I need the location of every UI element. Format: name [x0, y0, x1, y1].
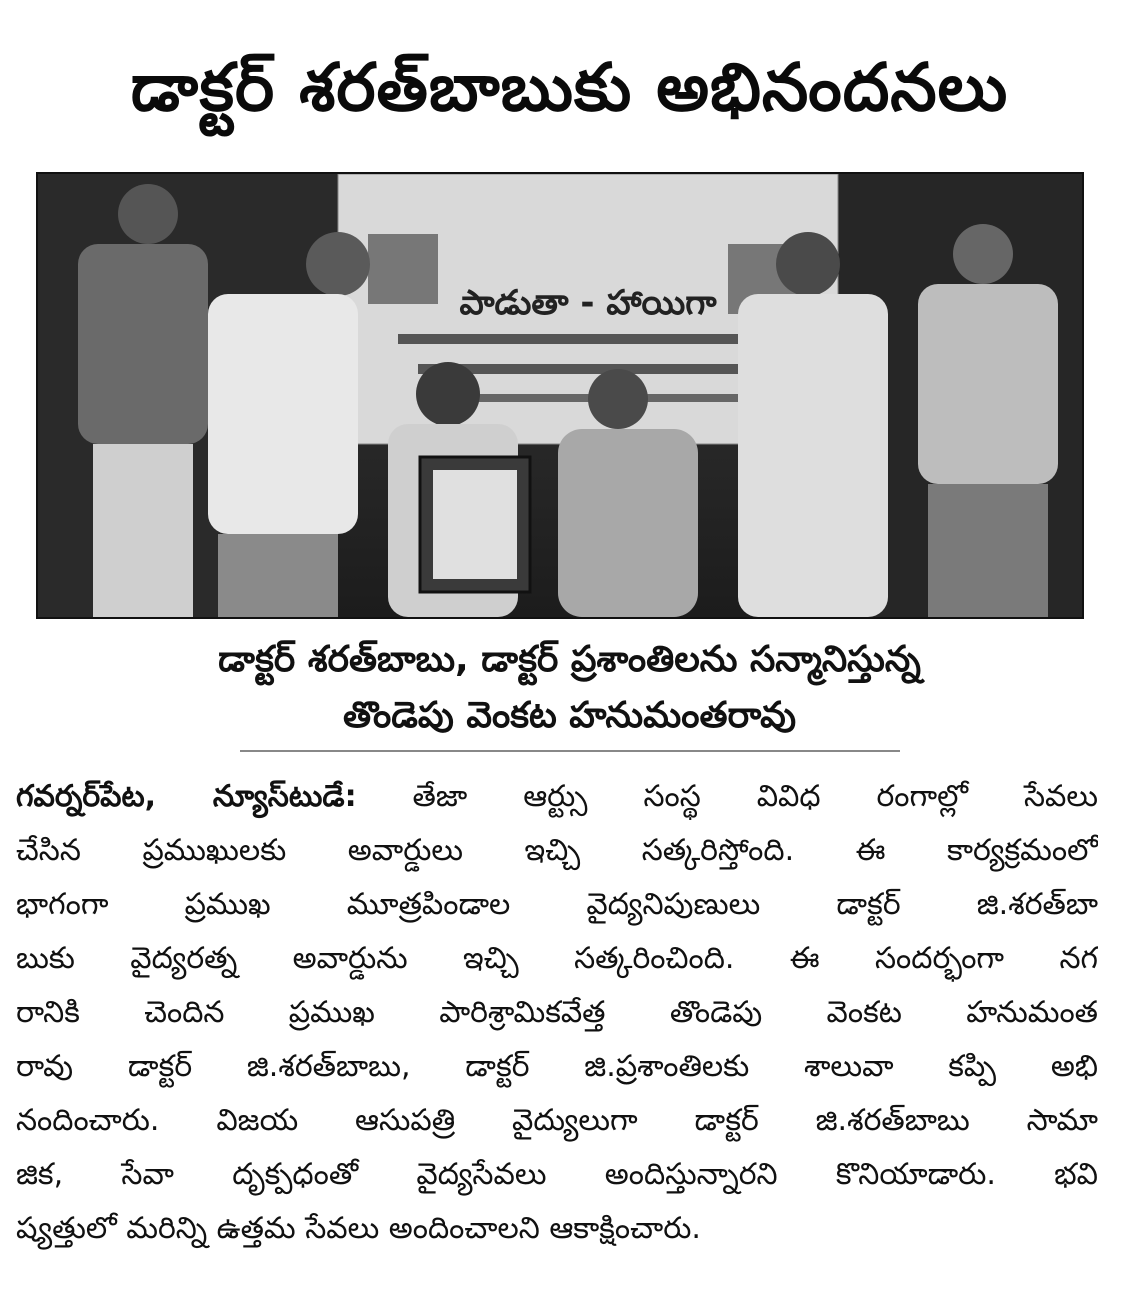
event-photo-illustration [38, 174, 1082, 617]
article-line-1 [16, 770, 1098, 824]
article-line: జిక, సేవా దృక్పధంతో వైద్యసేవలు అందిస్తున్నారని కొనియాడారు. భవి [16, 1157, 1098, 1192]
divider [240, 750, 900, 752]
photo-caption-line-1: డాక్టర్ శరత్‌బాబు, డాక్టర్ ప్రశాంతిలను సన్మానిస్తున్న [218, 639, 921, 680]
person-left [78, 184, 208, 617]
article-line: భాగంగా ప్రముఖ మూత్రపిండాల వైద్యనిపుణులు డాక్టర్ జి.శరత్‌బా [16, 887, 1098, 922]
article-line: రానికి చెందిన ప్రముఖ పారిశ్రామికవేత్త తొండెపు వెంకట హనుమంత [16, 995, 1098, 1030]
article-line: ష్యత్తులో మరిన్ని ఉత్తమ సేవలు అందించాలని ఆకాక్షించారు. [16, 1211, 701, 1246]
photo-caption-line-2: తొండెపు వెంకట హనుమంతరావు [342, 695, 797, 736]
article-line-1-text: తేజా ఆర్ట్సు సంస్థ వివిధ రంగాల్లో సేవలు [356, 779, 1098, 814]
event-photo [36, 172, 1084, 619]
article-line: బుకు వైద్యరత్న అవార్డును ఇచ్చి సత్కరించింది. ఈ సందర్భంగా నగ [16, 941, 1098, 976]
banner-text: పాడుతా - హాయిగా [459, 283, 717, 323]
article-body [16, 770, 1098, 1256]
article-line: చేసిన ప్రముఖులకు అవార్డులు ఇచ్చి సత్కరిస్తోంది. ఈ కార్యక్రమంలో [16, 833, 1098, 868]
dateline: గవర్నర్‌పేట, న్యూస్‌టుడే: [16, 779, 357, 814]
article-line: రావు డాక్టర్ జి.శరత్‌బాబు, డాక్టర్ జి.ప్రశాంతిలకు శాలువా కప్పి అభి [16, 1049, 1098, 1084]
headline: డాక్టర్ శరత్‌బాబుకు అభినందనలు [130, 49, 1009, 126]
article-line: నందించారు. విజయ ఆసుపత్రి వైద్యులుగా డాక్టర్ జి.శరత్‌బాబు సామా [16, 1103, 1098, 1138]
award-frame [420, 457, 530, 592]
